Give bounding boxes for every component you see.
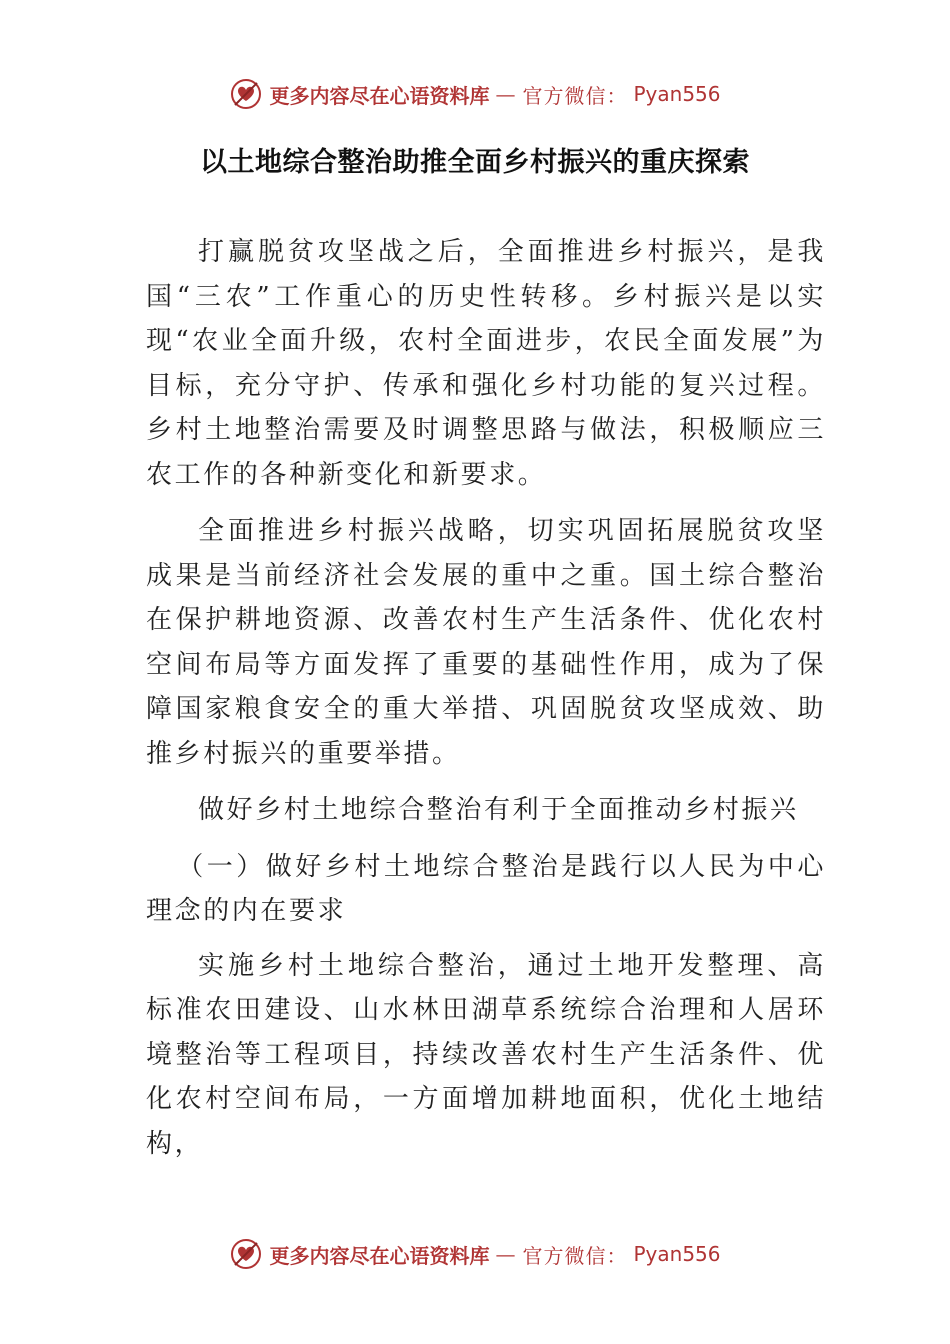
banner-wechat-id: Pyan556 [633,82,721,106]
banner-official-label: 官方微信： [522,1243,628,1268]
heart-rose-logo-icon [229,1237,263,1271]
banner-wechat-id: Pyan556 [633,1242,721,1266]
banner-separator: — [495,82,517,106]
footer-banner [0,1234,950,1274]
banner-brand-text: 更多内容尽在心语资料库 [269,1243,490,1268]
body-paragraph: 打赢脱贫攻坚战之后，全面推进乡村振兴，是我国“三农”工作重心的历史性转移。乡村振兴是以实现“农业全面升级，农村全面进步，农民全面发展”为目标，充分守护、传承和强化乡村功能的复兴过程。乡村土地整治需要及时调整思路与做法，积极顺应三农工作的各种新变化和新要求。 [146,237,826,490]
banner-official-label: 官方微信： [522,83,628,108]
banner-brand-text: 更多内容尽在心语资料库 [269,83,490,108]
document-title: 以土地综合整治助推全面乡村振兴的重庆探索 [200,147,750,178]
body-paragraph: 实施乡村土地综合整治，通过土地开发整理、高标准农田建设、山水林田湖草系统综合治理和人居环境整治等工程项目，持续改善农村生产生活条件、优化农村空间布局，一方面增加耕地面积，优化土地结构， [146,950,826,1159]
banner-separator: — [495,1242,517,1266]
document-body [146,230,826,1178]
header-banner [0,74,950,114]
heart-rose-logo-icon [229,77,263,111]
section-heading: 做好乡村土地综合整治有利于全面推动乡村振兴 [198,795,799,825]
sub-heading: （一）做好乡村土地综合整治是践行以人民为中心理念的内在要求 [146,851,826,926]
body-paragraph: 全面推进乡村振兴战略，切实巩固拓展脱贫攻坚成果是当前经济社会发展的重中之重。国土综合整治在保护耕地资源、改善农村生产生活条件、优化农村空间布局等方面发挥了重要的基础性作用，成为了保障国家粮食安全的重大举措、巩固脱贫攻坚成效、助推乡村振兴的重要举措。 [146,516,826,769]
